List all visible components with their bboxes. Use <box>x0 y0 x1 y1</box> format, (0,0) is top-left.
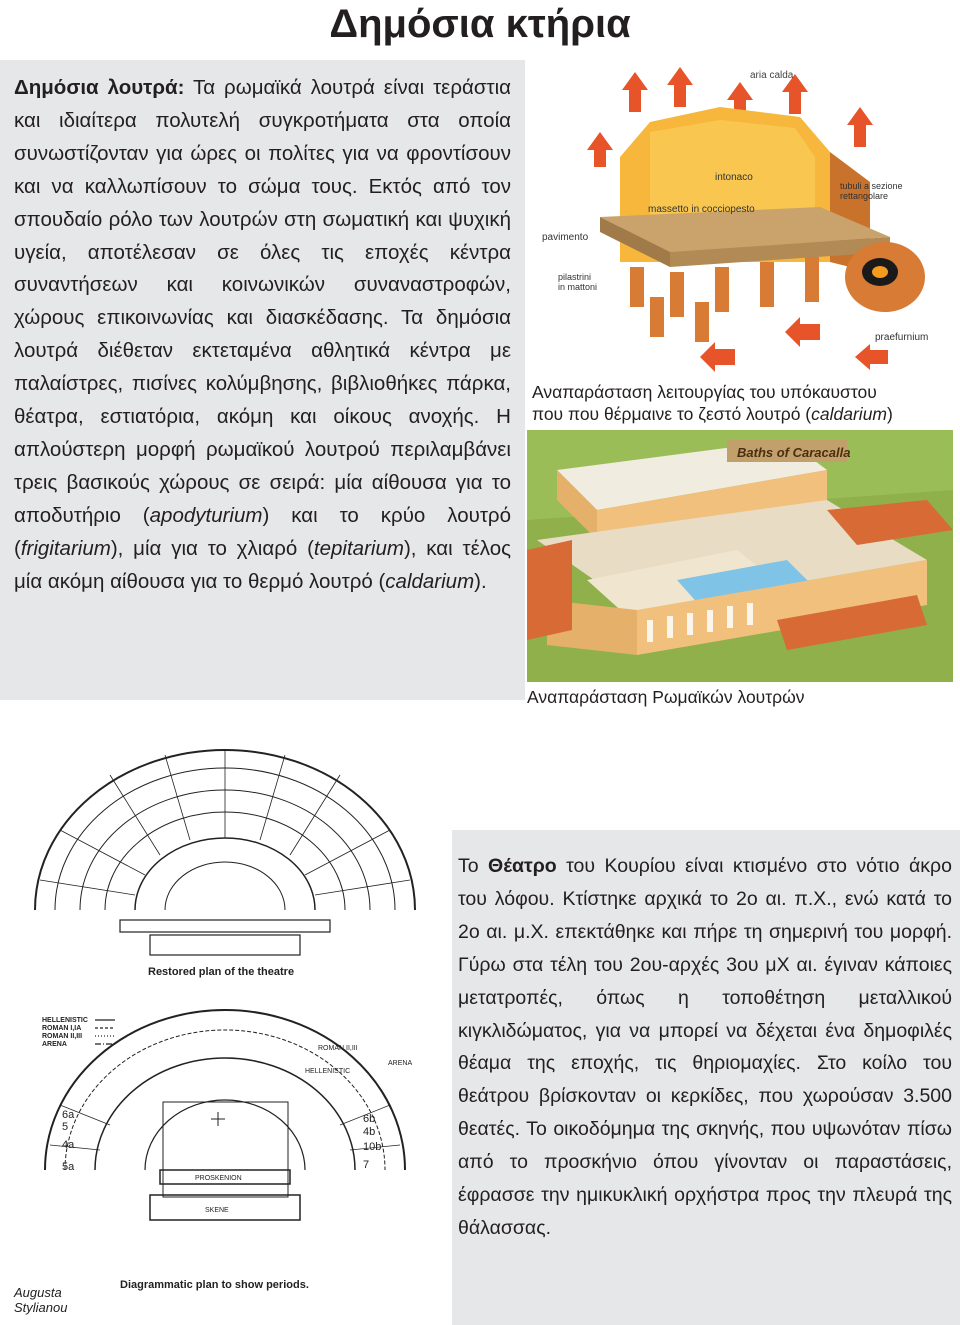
plan-arena-label: ARENA <box>388 1060 413 1067</box>
label-massetto: massetto in cocciopesto <box>648 204 755 215</box>
baths-body-4: ), και τέλος μία ακόμη αίθουσα για το θερμό λουτρό ( <box>14 536 511 593</box>
label-tubuli: tubuli a sezione <box>840 181 903 191</box>
label-tubuli-2: rettangolare <box>840 191 889 201</box>
theatre-text-panel <box>452 830 960 1325</box>
baths-body-3: ), μία για το χλιαρό ( <box>110 536 314 560</box>
baths-body-2: ) και το κρύο λουτρό ( <box>14 503 511 560</box>
period-legend <box>42 1017 88 1048</box>
diagram-caption: Diagrammatic plan to show periods. <box>120 1279 309 1291</box>
theatre-prefix: Το <box>458 855 489 877</box>
caracalla-sign: Baths of Caracalla <box>737 445 851 460</box>
legend-roman-2: ROMAN II,III <box>42 1033 83 1040</box>
caption-term: caldarium <box>811 404 888 424</box>
term-tepitarium: tepitarium <box>313 536 404 560</box>
caption-suffix: ) <box>887 404 893 424</box>
baths-body-1: Τα ρωμαϊκά λουτρά είναι τεράστια και ιδιαίτερα πολυτελή συγκροτήματα στα οποία συνωστίζονταν για ώρες οι πολίτες για να φροντίσουν και να καλλωπίσουν το σώμα τους. Εκτός από τον σπουδαίο ρόλο των λουτρών στη σωματική και ψυχική υγεία, αποτέλεσαν σε όλες τις εποχές κέντρα συναντήσεων και κοινωνικών συναναστροφών, χώρους επικοινωνίας και διασκέδασης. Τα δημόσια λουτρά διέθεταν εκτεταμένα αθλητικά κέντρα με παλαίστρες, πισίνες κολύμβησης, βιβλιοθήκες πάρκα, θέατρα, εστιατόρια, ακόμη και οίκους ανοχής. Η απλούστερη μορφή ρωμαϊκού λουτρού περιλαμβάνει τρεις βασικούς χώρους σε σειρά: μία αίθουσα για το αποδυτήριο ( <box>14 76 511 527</box>
hypocaust-illustration <box>540 62 950 377</box>
label-pilastrini: pilastrini <box>558 272 592 282</box>
signature-line-2: Stylianou <box>14 1300 68 1315</box>
hypocaust-caption <box>532 381 893 425</box>
label-pavimento: pavimento <box>542 232 589 243</box>
period-7: 7 <box>363 1159 370 1171</box>
caption-prefix: που που θέρμαινε το ζεστό λουτρό ( <box>532 404 812 424</box>
period-5a: 5a <box>62 1161 75 1173</box>
theatre-plan-drawing <box>0 740 455 1325</box>
hypocaust-caption-line-2 <box>532 403 893 425</box>
caracalla-caption: Αναπαράσταση Ρωμαϊκών λουτρών <box>527 687 805 707</box>
signature-line-1: Augusta <box>14 1285 62 1300</box>
plan-roman-label: ROMAN II,III <box>318 1045 358 1052</box>
label-aria-calda: aria calda <box>750 70 794 81</box>
skene-label: SKENE <box>205 1207 229 1214</box>
period-10b: 10b <box>363 1141 382 1153</box>
baths-heading: Δημόσια λουτρά: <box>14 76 185 99</box>
baths-paragraph <box>14 72 511 599</box>
caracalla-illustration <box>527 430 953 682</box>
label-praefurnium: praefurnium <box>875 332 929 343</box>
page-title: Δημόσια κτήρια <box>329 2 631 46</box>
plan-hellenistic-label: HELLENISTIC <box>305 1068 351 1075</box>
term-caldarium: caldarium <box>385 569 475 593</box>
period-4a: 4a <box>62 1139 75 1151</box>
baths-body-5: ). <box>474 569 487 593</box>
period-5: 5 <box>62 1121 69 1133</box>
period-6b: 6b <box>363 1113 376 1125</box>
term-frigitarium: frigitarium <box>20 536 111 560</box>
restored-plan-label: Restored plan of the theatre <box>148 966 295 978</box>
legend-hellenistic: HELLENISTIC <box>42 1017 88 1024</box>
lower-plan <box>45 1010 405 1220</box>
upper-plan <box>35 750 415 955</box>
baths-text-panel <box>0 60 525 700</box>
theatre-paragraph <box>458 850 952 1245</box>
label-intonaco: intonaco <box>715 172 753 183</box>
theatre-body: του Κουρίου είναι κτισμένο στο νότιο άκρο του λόφου. Κτίστηκε αρχικά το 2ο αι. π.Χ., ενώ κατά το 2ο αι. μ.Χ. επεκτάθηκε και πήρε τη σημερινή του μορφή. Γύρω στα τέλη του 2ου-αρχές 3ου μΧ αι. έγιναν κάποιες μετατροπές, όπως η τοποθέτηση μεταλλικού κιγκλιδώματος, για να μπορεί να δέχεται ένα δημοφιλές θέαμα της εποχής, τις θηριομαχίες. Στο κοίλο του θεάτρου βρίσκονταν οι κερκίδες, που χωρούσαν 3.500 θεατές. Το οικοδόμημα της σκηνής, που υψωνόταν πίσω από το προσκήνιο όπου γίνονταν οι παραστάσεις, έφρασσε την ημικυκλική ορχήστρα προς την πλευρά της θάλασσας. <box>458 855 952 1239</box>
term-apodyturium: apodyturium <box>149 503 263 527</box>
period-6a: 6a <box>62 1109 75 1121</box>
legend-roman-1: ROMAN I,IA <box>42 1025 82 1032</box>
legend-arena: ARENA <box>42 1041 67 1048</box>
label-pilastrini-2: in mattoni <box>558 282 598 292</box>
proskenion-label: PROSKENION <box>195 1175 242 1182</box>
hypocaust-caption-line-1: Αναπαράσταση λειτουργίας του υπόκαυστου <box>532 382 877 402</box>
theatre-bold-word: Θέατρο <box>488 855 557 877</box>
period-4b: 4b <box>363 1126 376 1138</box>
